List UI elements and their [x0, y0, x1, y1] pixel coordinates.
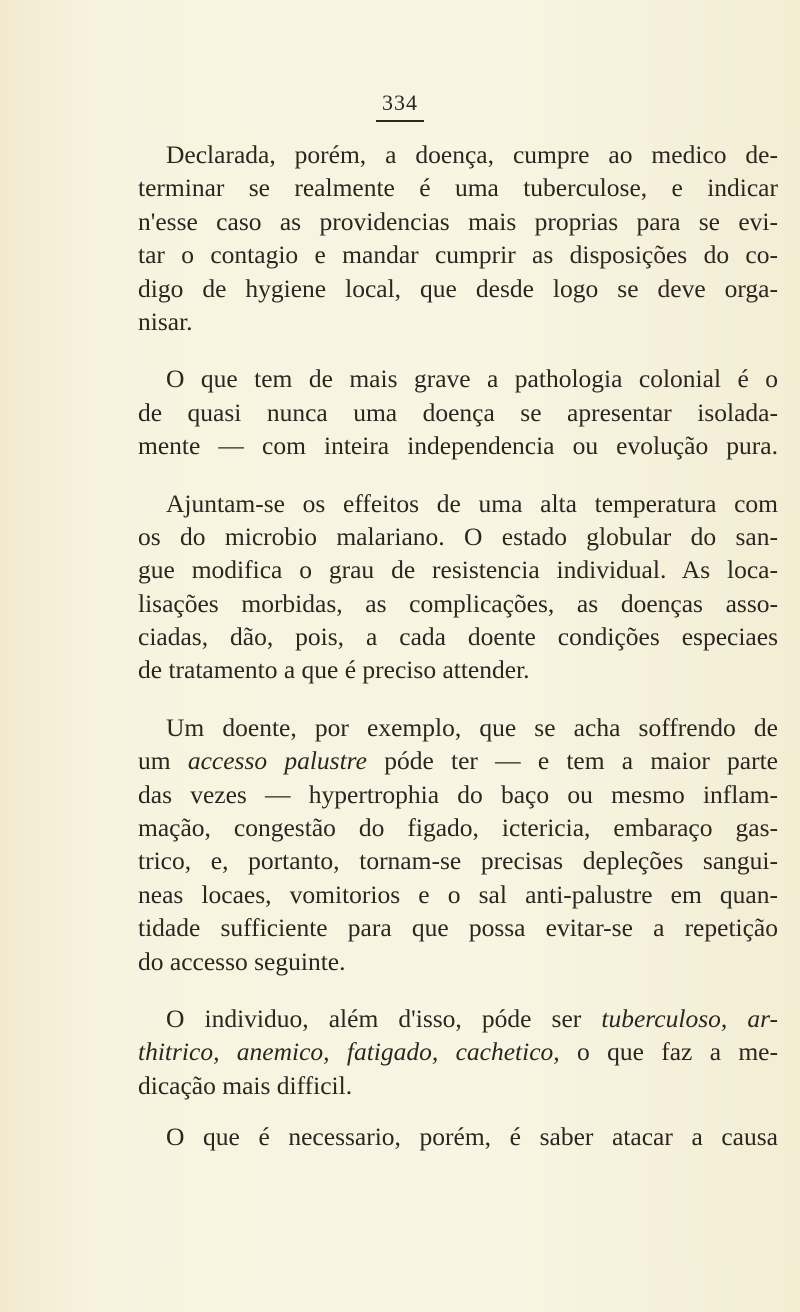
- text-line: ciadas, dão, pois, a cada doente condições especiaes: [138, 622, 778, 652]
- text-line: O individuo, além d'isso, póde ser tuberculoso, ar-: [166, 1003, 778, 1033]
- text-line: digo de hygiene local, que desde logo se deve orga-: [138, 273, 778, 303]
- text-line: tar o contagio e mandar cumprir as disposições do co-: [138, 240, 778, 270]
- paragraph: [138, 1120, 778, 1153]
- text-line: do accesso seguinte.: [138, 946, 346, 976]
- paragraph: [138, 711, 778, 978]
- text-line: lisações morbidas, as complicações, as doenças asso-: [138, 588, 778, 618]
- paragraph: [138, 138, 778, 338]
- text-line: Um doente, por exemplo, que se acha soffrendo de: [166, 712, 778, 742]
- text-line: tidade sufficiente para que possa evitar-se a repetição: [138, 913, 778, 943]
- text-line: trico, e, portanto, tornam-se precisas depleções sangui-: [138, 846, 778, 876]
- text-line: Ajuntam-se os effeitos de uma alta temperatura com: [166, 488, 778, 518]
- text-line: gue modifica o grau de resistencia individual. As loca-: [138, 555, 778, 585]
- paragraph: [138, 487, 778, 687]
- italic-term: accesso palustre: [187, 746, 367, 776]
- italic-term: thitrico, anemico, fatigado, cachetico,: [138, 1037, 560, 1067]
- italic-term: tuberculoso, ar-: [601, 1003, 778, 1033]
- body-text: [138, 138, 778, 1154]
- text-line: de quasi nunca uma doença se apresentar isolada-: [138, 397, 778, 427]
- paragraph: [138, 362, 778, 462]
- text-line: terminar se realmente é uma tuberculose, e indicar: [138, 173, 778, 203]
- text-line: dicação mais difficil.: [138, 1070, 353, 1100]
- text-line: os do microbio malariano. O estado globular do san-: [138, 521, 778, 551]
- text-line: das vezes — hypertrophia do baço ou mesmo inflam-: [138, 779, 778, 809]
- text-line: O que é necessario, porém, é saber atacar a causa: [166, 1122, 778, 1152]
- text-line: Declarada, porém, a doença, cumpre ao medico de-: [166, 140, 778, 169]
- text-line: neas locaes, vomitorios e o sal anti-palustre em quan-: [138, 879, 778, 909]
- text-line: um accesso palustre póde ter — e tem a maior parte: [138, 746, 779, 776]
- page-number: 334: [0, 90, 800, 122]
- text-line: O que tem de mais grave a pathologia colonial é o: [166, 364, 778, 394]
- text-line: n'esse caso as providencias mais proprias para se evi-: [138, 206, 778, 236]
- text-line: mente — com inteira independencia ou evolução pura.: [138, 431, 778, 461]
- text-line: mação, congestão do figado, ictericia, embaraço gas-: [138, 813, 778, 843]
- text-line: de tratamento a que é preciso attender.: [138, 655, 530, 685]
- paragraph: [138, 1002, 778, 1102]
- text-line: nisar.: [138, 306, 193, 336]
- text-line: thitrico, anemico, fatigado, cachetico, o que faz a me-: [138, 1037, 778, 1067]
